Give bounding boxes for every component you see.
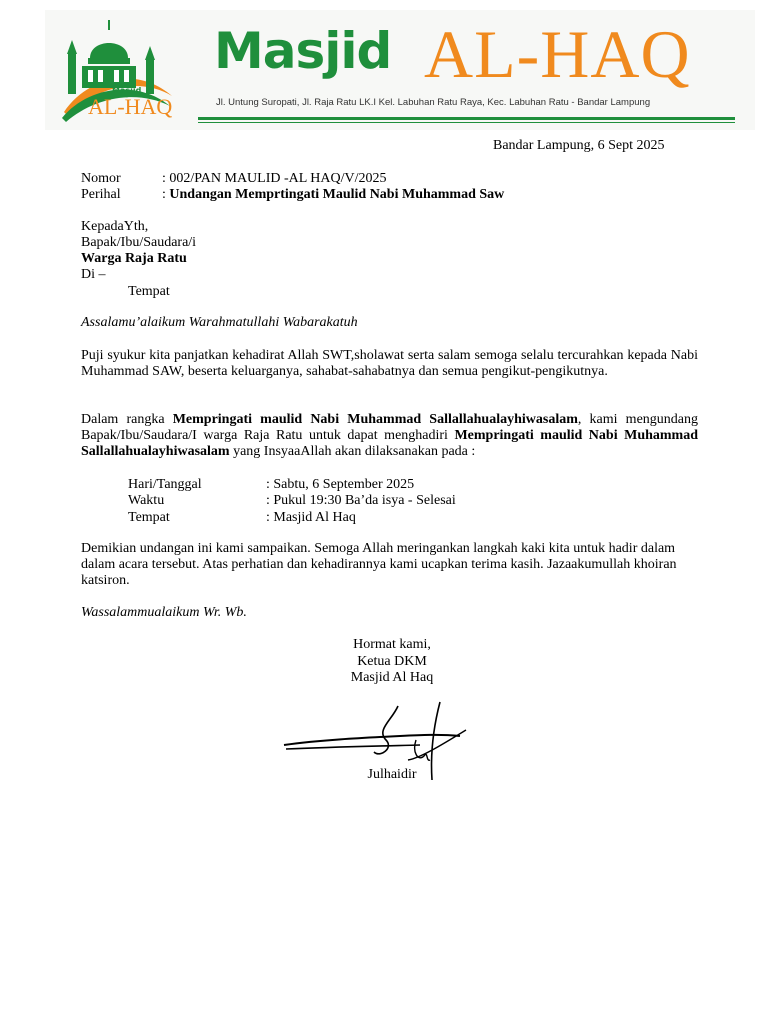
recipient-line5: Tempat [128,284,170,299]
para2-part1: Dalam rangka [81,412,173,427]
perihal-label: Perihal [81,187,121,202]
schedule-label: Hari/Tanggal [128,477,202,492]
schedule-value: : Masjid Al Haq [266,510,356,525]
perihal-line [162,187,504,203]
nomor-value: : 002/PAN MAULID -AL HAQ/V/2025 [162,171,387,186]
signature-line3: Masjid Al Haq [350,670,434,685]
signature-line2: Ketua DKM [357,654,427,669]
para2-part2: , kami mengundang Bapak/Ibu/Saudara/I warga Raja Ratu untuk dapat menghadiri [81,412,698,443]
para2-bold2: Mempringati maulid Nabi Muhammad Sallallahualayhiwasalam [81,428,699,459]
paragraph-1: Puji syukur kita panjatkan kehadirat Allah SWT,sholawat serta salam semoga selalu tercurahkan kepada Nabi Muhammad SAW, beserta keluarganya, sahabat-sahabatnya dan semua pengikut-pengikutnya. [81,348,698,379]
recipient-line3: Warga Raja Ratu [81,251,187,266]
schedule-label: Tempat [128,510,170,525]
closing-paragraph: Demikian undangan ini kami sampaikan. Semoga Allah meringankan langkah kaki kita untuk hadir dalam dalam acara tersebut. Atas perhatian dan kehadirannya kami ucapkan terima kasih. Jazaakumullah khoiran katsiron. [81,541,677,588]
schedule-value: : Sabtu, 6 September 2025 [266,477,415,492]
recipient-line2: Bapak/Ibu/Saudara/i [81,235,197,250]
signatory-name: Julhaidir [367,767,417,782]
nomor-label: Nomor [81,171,121,186]
logo-small-text: Masjid [112,86,142,95]
brand-name: AL-HAQ [424,16,691,92]
perihal-value: Undangan Memprtingati Maulid Nabi Muhammad Saw [169,187,505,202]
paragraph-2 [81,412,698,460]
schedule-label: Waktu [128,493,165,508]
para2-bold1: Mempringati maulid Nabi Muhammad Sallallahualayhiwasalam [172,412,578,427]
perihal-colon: : [162,187,170,202]
recipient-line4: Di – [81,267,106,282]
farewell: Wassalammualaikum Wr. Wb. [81,605,247,620]
header-rule [198,117,735,120]
signature-line1: Hormat kami, [353,637,431,652]
recipient-line1: KepadaYth, [81,219,149,234]
letterhead-address: Jl. Untung Suropati, Jl. Raja Ratu LK.I Kel. Labuhan Ratu Raya, Kec. Labuhan Ratu - Bandar Lampung [216,97,651,108]
place-date: Bandar Lampung, 6 Sept 2025 [493,138,665,153]
logo-main-text: AL-HAQ [88,94,173,119]
brand-word: Masjid [214,22,392,80]
para2-part3: yang InsyaaAllah akan dilaksanakan pada : [229,444,476,459]
greeting: Assalamu’alaikum Warahmatullahi Wabarakatuh [81,315,358,330]
schedule-value: : Pukul 19:30 Ba’da isya - Selesai [266,493,456,508]
header-rule-thin [198,122,735,123]
